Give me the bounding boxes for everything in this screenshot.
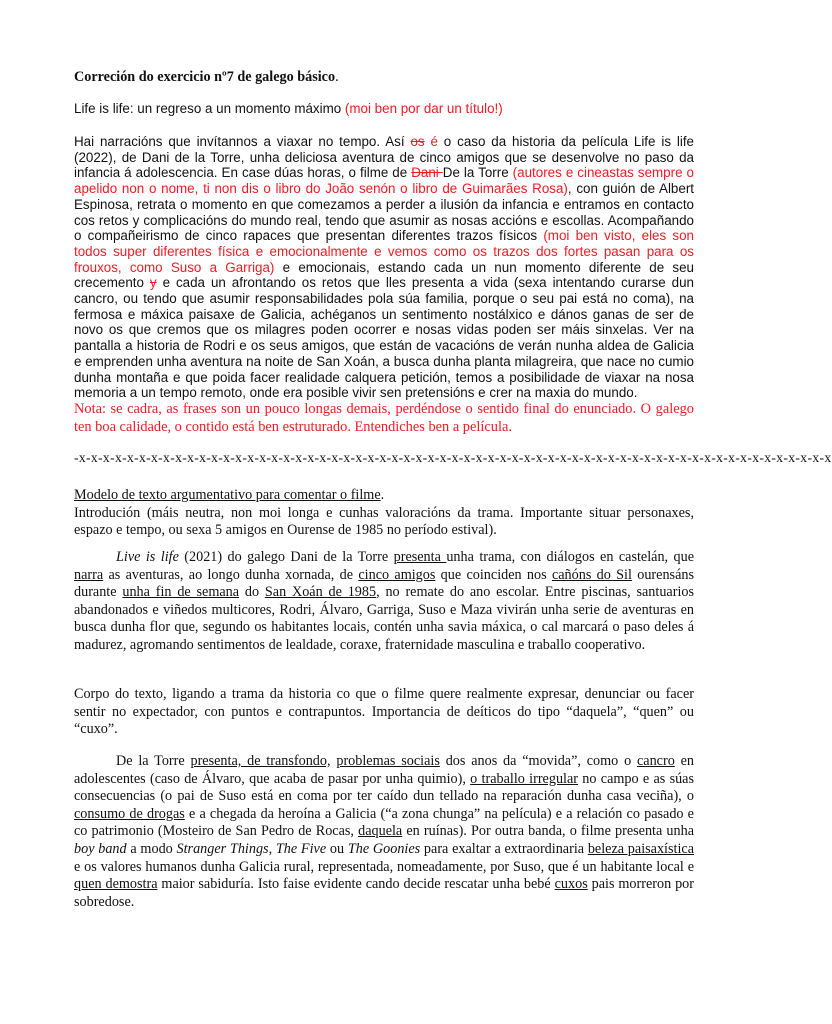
essay-text: Hai narracións que invítannos a viaxar no tempo. Así — [74, 134, 411, 149]
model-heading-text: Modelo de texto argumentativo para comentar o filme — [74, 487, 381, 503]
correction-insertion: é — [424, 134, 438, 149]
model-heading-period: . — [380, 487, 385, 503]
correction-deletion: os — [410, 134, 425, 149]
title-period: . — [335, 69, 339, 85]
essay-text: , con guión de Albert Espinosa, retrata o momento en que comezamos a perder a ilusión da infancia e entramos en contacto cos retos y complicacións do mundo real, tendo que asumir as nosas accións e escollas. Acompañando o compañeirismo de cinco rapaces que presentan diferentes trazos físicos — [74, 181, 694, 244]
text-run: a modo — [126, 840, 177, 857]
underlined-term: cancro — [636, 753, 675, 769]
text-run: maior sabiduría. Isto faise evidente cando decide rescatar unha bebé — [157, 876, 555, 893]
essay-text: e emocionais, estando cada un nun momento diferente de seu crecemento — [74, 259, 694, 291]
text-run: no campo e as súas consecuencias (o pai de Suso está en coma por ter caído dun tellado na reparación dunha casa veciña), o — [74, 770, 695, 805]
essay-text: De la Torre — [442, 165, 513, 181]
italic-term: The Five — [275, 840, 327, 857]
essay-title — [74, 101, 694, 117]
underlined-term: presenta — [393, 549, 447, 565]
underlined-term: problemas sociais — [336, 753, 440, 769]
underlined-term: daquela — [358, 823, 403, 840]
model-introduction-paragraph — [74, 549, 694, 655]
model-intro-instruction: Introdución (máis neutra, non moi longa e cunhas valoracións da trama. Importante situar personaxes, espazo e tempo, ou sexa 5 amigos en Ourense de 1985 no período estival). — [74, 504, 694, 539]
italic-term: boy band — [74, 840, 127, 857]
text-run: , — [268, 840, 276, 857]
model-heading — [74, 487, 694, 505]
italic-term: Stranger Things — [176, 840, 269, 857]
essay-text: e cada un afrontando os retos que lles presenta a vida (sexa intentando curarse dun cancro, ou tendo que asumir responsabilidades pola súa familia, porque o seu pai está no coma), na fermosa e máxica paisaxe de Galicia, achéganos un sentimento nostálxico e dános ganas de ser de novo os que cremos que os milagres poden ocorrer e nosas vidas poden ser máis sinxelas. Ver na pantalla a historia de Rodri e os seus amigos, que están de vacacións de verán nunha aldea de Galicia e emprenden unha aventura na noite de San Xoán, a busca dunha planta milagreira, que nace no cumio dunha montaña e que poida facer realidade calquera petición, temos a posibilidade de viaxar na nosa memoria a un tempo remoto, onde era posible vivir sen pretensións e crer na maxia do mundo. — [74, 275, 695, 401]
correction-deletion: Dani — [411, 165, 443, 181]
text-run: De la Torre — [116, 753, 191, 769]
model-section-header — [74, 487, 694, 540]
text-run: e a chegada da heroína a Galicia (“a zona chunga” na película) e a relación co pasado e co patrimonio (Mosteiro de San Pedro de Rocas, — [74, 805, 694, 840]
underlined-term: San Xoán de 1985 — [264, 584, 377, 601]
section-separator: -x-x-x-x-x-x-x-x-x-x-x-x-x-x-x-x-x-x-x-x-x-x-x-x-x-x-x-x-x-x-x-x-x-x-x-x-x-x-x-x-x-x-x-x-x-x-x-x-x-x-x-x-x-x-x-x-x-x-x-x-x-x-x — [74, 450, 832, 465]
teacher-note: Nota: se cadra, as frases son un pouco longas demais, perdéndose o sentido final do enunciado. O galego ten boa calidade, o contido está ben estruturado. Entendiches ben a película. — [74, 401, 694, 435]
text-run: unha trama, con diálogos en castelán, que — [446, 549, 695, 565]
italic-term: The Goonies — [347, 840, 421, 857]
underlined-term: unha fin de semana — [122, 584, 240, 601]
teacher-comment: (moi ben visto, eles son todos super diferentes física e emocionalmente e vemos como os trazos dos fortes pasan para os frouxos, como Suso a Garriga) — [74, 228, 695, 275]
text-run: ou — [326, 840, 348, 857]
text-run: do — [239, 584, 265, 601]
essay-text: o caso da historia da película Life is life (2022), de Dani de la Torre, unha deliciosa aventura de cinco amigos que se desenvolve no paso da infancia á adolescencia. En case dúas horas, o filme de — [74, 134, 695, 181]
text-run: , no remate do ano escolar. Entre piscinas, santuarios abandonados e viñedos multicores, Rodri, Álvaro, Garriga, Suso e Maza vivirán unha serie de aventuras en busca dunha flor que, segundo os habitantes locais, contén unha savia máxica, o cal marcará o paso deles á madurez, agromando sentimentos de lealdade, coraxe, fraternidade masculina e traballo cooperativo. — [74, 584, 695, 653]
text-run: as aventuras, ao longo dunha xornada, de — [103, 566, 359, 583]
essay-title-comment: (moi ben por dar un título!) — [344, 101, 503, 116]
essay-title-text: Life is life: un regreso a un momento máximo — [74, 101, 345, 116]
text-run: que coinciden nos — [435, 566, 552, 583]
underlined-term: cañóns do Sil — [551, 566, 632, 583]
text-run: para exaltar a extraordinaria — [420, 840, 588, 857]
text-run: (2021) do galego Dani de la Torre — [178, 549, 394, 565]
underlined-term: cuxos — [554, 876, 588, 893]
correction-deletion: y — [149, 275, 157, 291]
text-run: pais morreron por sobredose. — [74, 876, 694, 910]
film-title: Live is life — [116, 549, 179, 565]
underlined-term: beleza paisaxística — [587, 840, 694, 857]
teacher-comment: (autores e cineastas sempre o apelido non o nome, ti non dis o libro do João senón o libro de Guimarães Rosa) — [74, 165, 694, 197]
underlined-term: consumo de drogas — [74, 805, 185, 822]
text-run: dos anos da “movida”, como o — [439, 753, 637, 769]
essay-paragraph — [74, 134, 694, 401]
title-text: Correción do exercicio nº7 de galego básico — [74, 69, 336, 85]
underlined-term: narra — [74, 566, 104, 583]
underlined-term: quen demostra — [74, 876, 158, 893]
document-title — [74, 69, 694, 87]
text-run: en ruínas). Por outra banda, o filme presenta unha — [402, 823, 694, 840]
text-run: ourensáns durante — [74, 566, 694, 601]
model-body-instruction: Corpo do texto, ligando a trama da historia co que o filme quere realmente expresar, denunciar ou facer sentir no expectador, con puntos e contrapuntos. Importancia de deíticos do tipo “daquela”, “quen” ou “cuxo”. — [74, 686, 694, 738]
underlined-term: presenta, de transfondo, — [190, 753, 331, 769]
model-body-paragraph — [74, 753, 694, 911]
underlined-term: o traballo irregular — [470, 770, 579, 787]
underlined-term: cinco amigos — [358, 566, 436, 583]
text-run: en adolescentes (caso de Álvaro, que acaba de pasar por unha quimio), — [74, 753, 694, 787]
text-run: e os valores humanos dunha Galicia rural, representada, nomeadamente, por Suso, que é un habitante local e — [74, 858, 694, 875]
